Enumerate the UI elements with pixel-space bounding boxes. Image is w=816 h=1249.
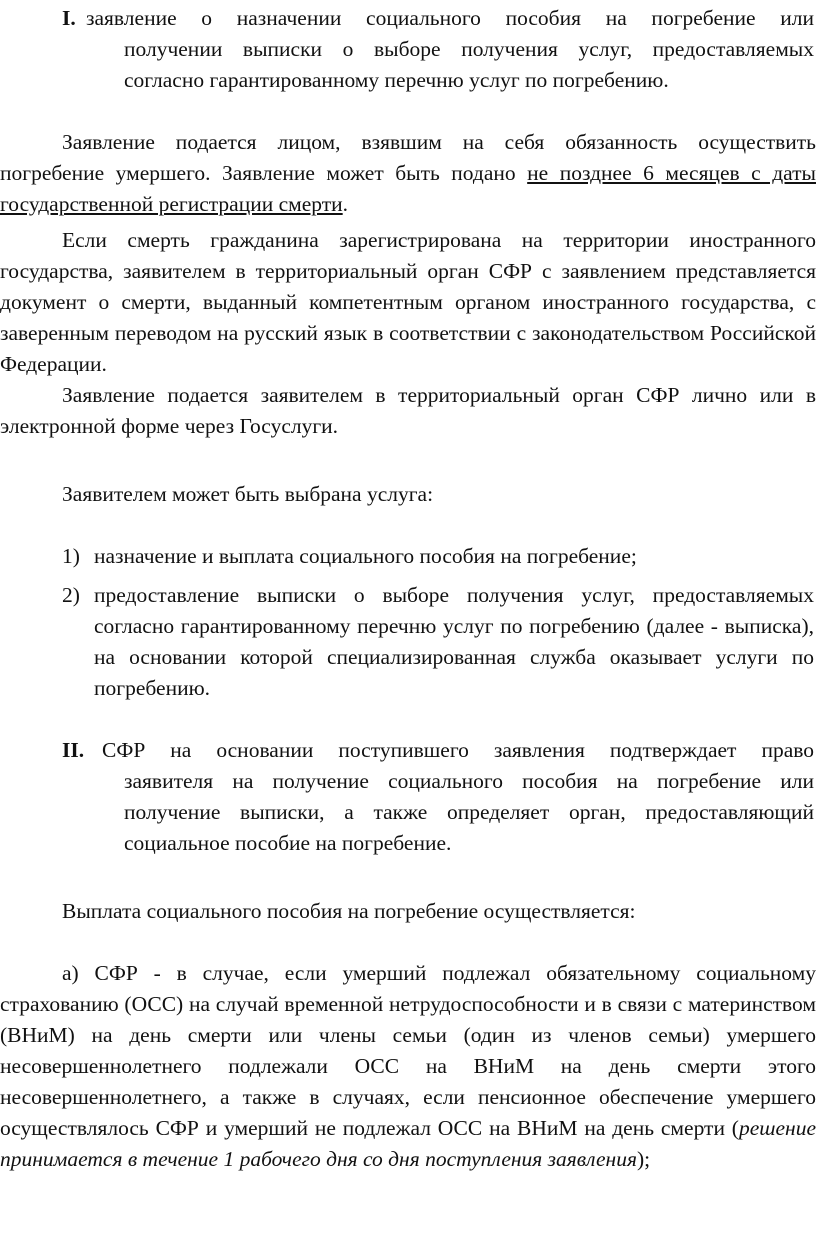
paragraph-application-deadline (0, 127, 816, 220)
deadline-underlined: не позднее 6 месяцев с даты государственной регистрации смерти (0, 161, 816, 216)
paragraph-foreign-death: Если смерть гражданина зарегистрирована на территории иностранного государства, заявителем в территориальный орган СФР с заявлением представляется документ о смерти, выданный компетентным органом иностранного государства, с заверенным переводом на русский язык в соответствии с законодательством Российской Федерации. (0, 228, 816, 376)
paragraph-a-end: ); (636, 1147, 651, 1171)
section-1-line-2: получении выписки о выборе получения услуг, предоставляемых (124, 37, 814, 61)
section-1-line-3: согласно гарантированному перечню услуг по погребению. (124, 68, 669, 92)
section-1-number: I. (62, 6, 76, 30)
list-item (62, 541, 814, 572)
list-item-number: 1) (62, 544, 80, 568)
section-2 (62, 735, 814, 859)
list-item-number: 2) (62, 583, 80, 607)
paragraph-a (0, 958, 816, 1175)
list-intro: Заявителем может быть выбрана услуга: (62, 482, 434, 506)
section-2-line-3: получение выписки, а также определяет орган, предоставляющий (124, 800, 814, 824)
section-1 (62, 3, 814, 96)
section-2-line-2: заявителя на получение социального пособия на погребение или (124, 769, 814, 793)
paragraph-submission: Заявление подается заявителем в территориальный орган СФР лично или в электронной форме через Госуслуги. (0, 383, 816, 438)
section-2-line-4: социальное пособие на погребение. (124, 831, 452, 855)
list-item (62, 580, 814, 704)
section-1-line-1: заявление о назначении социального пособия на погребение или (86, 6, 814, 30)
paragraph-end: . (342, 192, 349, 216)
section-2-number: II. (62, 738, 85, 762)
paragraph-a-text: а) СФР - в случае, если умерший подлежал обязательному социальному страхованию (ОСС) на случай временной нетрудоспособности и в связи с материнством (ВНиМ) на день смерти или члены семьи (один из членов семьи) умершего несовершеннолетнего подлежали ОСС на ВНиМ на день смерти этого несовершеннолетнего, а также в случаях, если пенсионное обеспечение умершего осуществлялось СФР и умерший не подлежал ОСС на ВНиМ на день смерти ( (0, 961, 816, 1140)
paragraph-text: Заявление подается лицом, взявшим на себя обязанность осуществить погребение умершего. Заявление может быть подано (0, 130, 816, 185)
section-2-line-1: СФР на основании поступившего заявления подтверждает право (102, 738, 814, 762)
payment-intro: Выплата социального пособия на погребение осуществляется: (62, 899, 636, 923)
paragraph-a-italic: решение принимается в течение 1 рабочего дня со дня поступления заявления (0, 1116, 816, 1171)
list-item-text: назначение и выплата социального пособия на погребение; (94, 544, 637, 568)
list-item-text: предоставление выписки о выборе получения услуг, предоставляемых согласно гарантированному перечню услуг по погребению (далее - выписка), на основании которой специализированная служба оказывает услуги по погребению. (94, 583, 814, 700)
